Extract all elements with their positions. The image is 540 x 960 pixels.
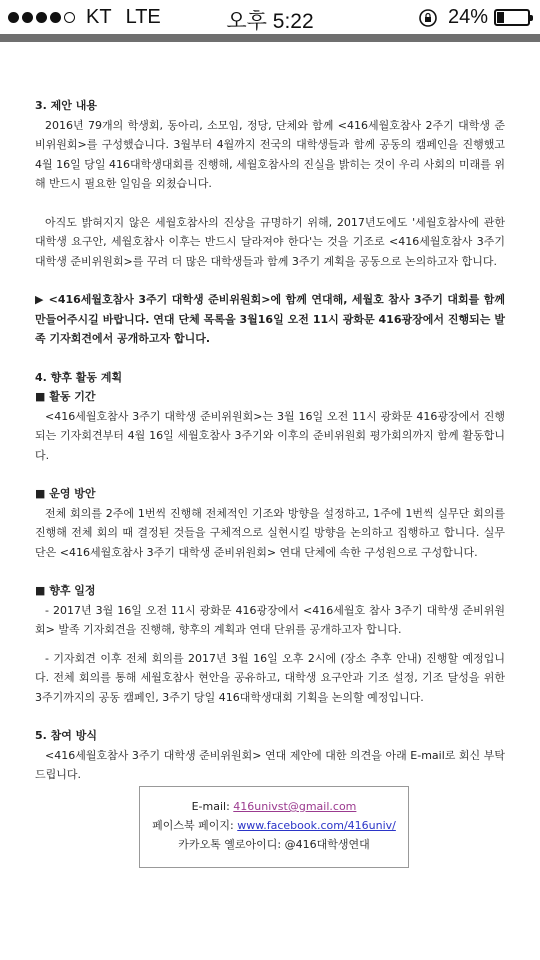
- email-label: E-mail:: [191, 800, 234, 813]
- section4-heading: 4. 향후 활동 계획: [35, 370, 123, 384]
- facebook-link[interactable]: www.facebook.com/416univ/: [237, 819, 396, 832]
- status-right: [418, 6, 530, 29]
- section5-text: <416세월호참사 3주기 대학생 준비위원회> 연대 제안에 대한 의견을 아래 E-mail로 회신 부탁드립니다.: [35, 748, 505, 781]
- status-time: 오후 5:22: [226, 10, 314, 33]
- battery-percent: 24%: [447, 6, 488, 28]
- document-body: [35, 96, 505, 785]
- browser-top-bar: [0, 34, 540, 42]
- rotation-lock-icon: [418, 8, 438, 28]
- contact-facebook-line: [140, 816, 408, 835]
- contact-email-line: [140, 797, 408, 816]
- section3-paragraph-2: 아직도 밝혀지지 않은 세월호참사의 진상을 규명하기 위해, 2017년도에도 '세월호참사에 관한 대학생 요구안, 세월호참사 이후는 반드시 달라져야 한다'는 것을 기조로 <416세월호참사 3주기 대학생 준비위원회>를 꾸려 더 많은 대학생들과 함께 3주기 계획을 공동으로 논의하고자 합니다.: [35, 215, 505, 268]
- status-bar: [0, 0, 540, 34]
- schedule-item-2: - 기자회견 이후 전체 회의를 2017년 3월 16일 오후 2시에 (장소 추후 안내) 진행할 예정입니다. 전체 회의를 통해 세월호참사 현안을 공유하고, 대학생 요구안과 기조 설정, 기조 달성을 위한 3주기까지의 공동 캠페인, 3주기 당일 416대학생대회 기획을 논의할 예정입니다.: [35, 651, 505, 704]
- network-label: LTE: [125, 6, 161, 28]
- kakao-id: 카카오톡 옐로아이디: @416대학생연대: [178, 838, 370, 851]
- operations-heading: ■ 운영 방안: [35, 487, 96, 500]
- section3-heading: 3. 제안 내용: [35, 99, 97, 112]
- period-text: <416세월호참사 3주기 대학생 준비위원회>는 3월 16일 오전 11시 광화문 416광장에서 진행되는 기자회견부터 4월 16일 세월호참사 3주기와 이후의 준비위원회 평가회의까지 함께 활동합니다.: [35, 409, 505, 462]
- section3-paragraph-3: ▶ <416세월호참사 3주기 대학생 준비위원회>에 함께 연대해, 세월호 참사 3주기 대회를 함께 만들어주시길 바랍니다. 연대 단체 목록을 3월16일 오전 11시 광화문 416광장에서 진행되는 발족 기자회견에서 공개하고자 합니다.: [35, 293, 505, 345]
- period-heading: ■ 활동 기간: [35, 390, 96, 403]
- email-link[interactable]: 416univst@gmail.com: [233, 800, 357, 813]
- operations-text: 전체 회의를 2주에 1번씩 진행해 전체적인 기조와 방향을 설정하고, 1주에 1번씩 실무단 회의를 진행해 전체 회의 때 결정된 것들을 구체적으로 실현시킬 방향을 논의하고 집행하고 합니다. 실무단은 <416세월호참사 3주기 대학생 준비위원회> 연대 단체에 속한 구성원으로 구성합니다.: [35, 506, 505, 559]
- battery-icon: [494, 9, 530, 26]
- schedule-item-1: - 2017년 3월 16일 오전 11시 광화문 416광장에서 <416세월호 참사 3주기 대학생 준비위원회> 발족 기자회견을 진행해, 향후의 계획과 연대 단위를 공개하고자 합니다.: [35, 603, 505, 636]
- battery-fill: [497, 12, 504, 23]
- facebook-label: 페이스북 페이지:: [152, 819, 238, 832]
- schedule-heading: ■ 향후 일정: [35, 584, 96, 597]
- section5-heading: 5. 참여 방식: [35, 729, 97, 742]
- section3-paragraph-1: 2016년 79개의 학생회, 동아리, 소모임, 정당, 단체와 함께 <416세월호참사 2주기 대학생 준비위원회>를 구성했습니다. 3월부터 4월까지 전국의 대학생들과 함께 공동의 캠페인을 진행했고 4월 16일 당일 416대학생대회를 진행해, 세월호참사의 진실을 밝히는 것이 우리 사회의 미래를 위해 반드시 필요한 일임을 외쳤습니다.: [35, 118, 505, 190]
- contact-box: [139, 786, 409, 868]
- carrier-label: KT: [86, 6, 112, 28]
